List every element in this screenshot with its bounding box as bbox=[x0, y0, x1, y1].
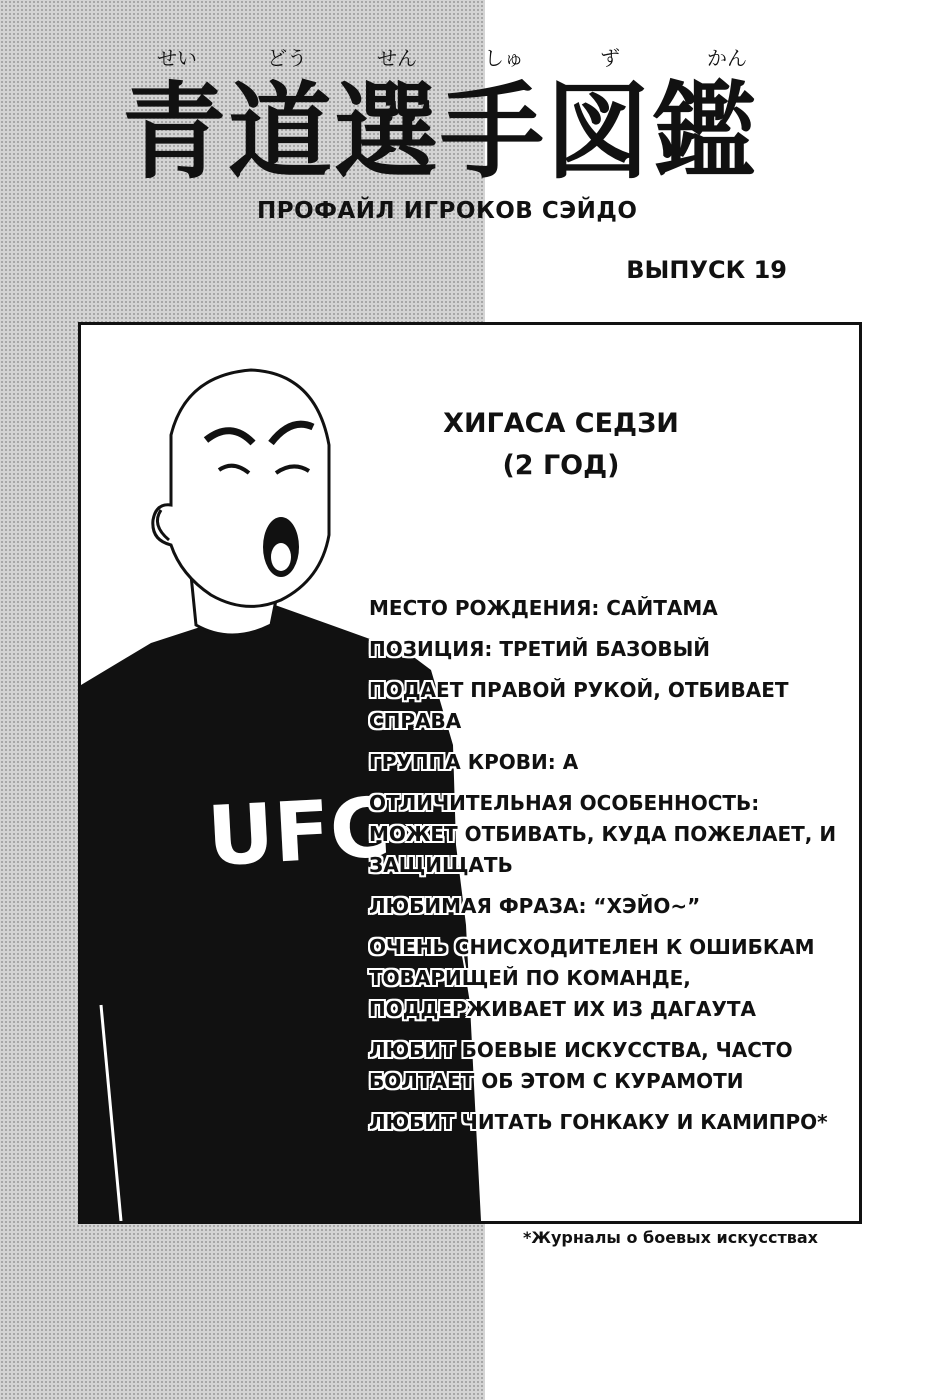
fact-text: ГРУППА КРОВИ: А bbox=[369, 750, 579, 774]
fact-item bbox=[369, 932, 849, 1025]
player-name: ХИГАСА СЕДЗИ bbox=[443, 408, 679, 439]
head-shape bbox=[153, 370, 329, 606]
fact-text: ПОДАЕТ ПРАВОЙ РУКОЙ, ОТБИВАЕТ СПРАВА bbox=[369, 678, 789, 733]
fact-item bbox=[369, 891, 849, 922]
fact-text: ОТЛИЧИТЕЛЬНАЯ ОСОБЕННОСТЬ: МОЖЕТ ОТБИВАТЬ, КУДА ПОЖЕЛАЕТ, И ЗАЩИЩАТЬ bbox=[369, 791, 837, 877]
footnote: *Журналы о боевых искусствах bbox=[523, 1228, 818, 1247]
fact-item bbox=[369, 593, 849, 624]
fact-text: ОЧЕНЬ СНИСХОДИТЕЛЕН К ОШИБКАМ ТОВАРИЩЕЙ ПО КОМАНДЕ, ПОДДЕРЖИВАЕТ ИХ ИЗ ДАГАУТА bbox=[369, 935, 815, 1021]
fact-item bbox=[369, 1107, 849, 1138]
profile-card bbox=[78, 322, 862, 1224]
shirt-logo: UFC bbox=[205, 780, 393, 885]
issue-number: ВЫПУСК 19 bbox=[626, 256, 787, 284]
kanji-title: 青道選手図鑑 bbox=[122, 71, 759, 193]
fact-text: ЛЮБИМАЯ ФРАЗА: “ХЭЙО~” bbox=[369, 894, 701, 918]
fact-text: ЛЮБИТ ЧИТАТЬ ГОНКАКУ И КАМИПРО* bbox=[369, 1110, 828, 1134]
furigana-3: せん bbox=[377, 46, 417, 70]
fact-text: ЛЮБИТ БОЕВЫЕ ИСКУССТВА, ЧАСТО БОЛТАЕТ ОБ ЭТОМ С КУРАМОТИ bbox=[369, 1038, 793, 1093]
fact-text: ПОЗИЦИЯ: ТРЕТИЙ БАЗОВЫЙ bbox=[369, 637, 711, 661]
fact-item bbox=[369, 634, 849, 665]
page-subtitle: ПРОФАЙЛ ИГРОКОВ СЭЙДО bbox=[257, 198, 638, 224]
fact-item bbox=[369, 747, 849, 778]
furigana-4: しゅ bbox=[484, 46, 524, 70]
fact-text: МЕСТО РОЖДЕНИЯ: САЙТАМА bbox=[369, 596, 718, 620]
furigana-5: ず bbox=[600, 46, 620, 70]
furigana-2: どう bbox=[267, 46, 307, 70]
player-year: (2 ГОД) bbox=[502, 450, 620, 481]
furigana-1: せい bbox=[157, 46, 197, 70]
facts-list bbox=[369, 593, 849, 1148]
fact-item bbox=[369, 1035, 849, 1097]
fact-item bbox=[369, 788, 849, 881]
fact-item bbox=[369, 675, 849, 737]
furigana-6: かん bbox=[707, 46, 747, 70]
player-name-block bbox=[401, 403, 721, 487]
